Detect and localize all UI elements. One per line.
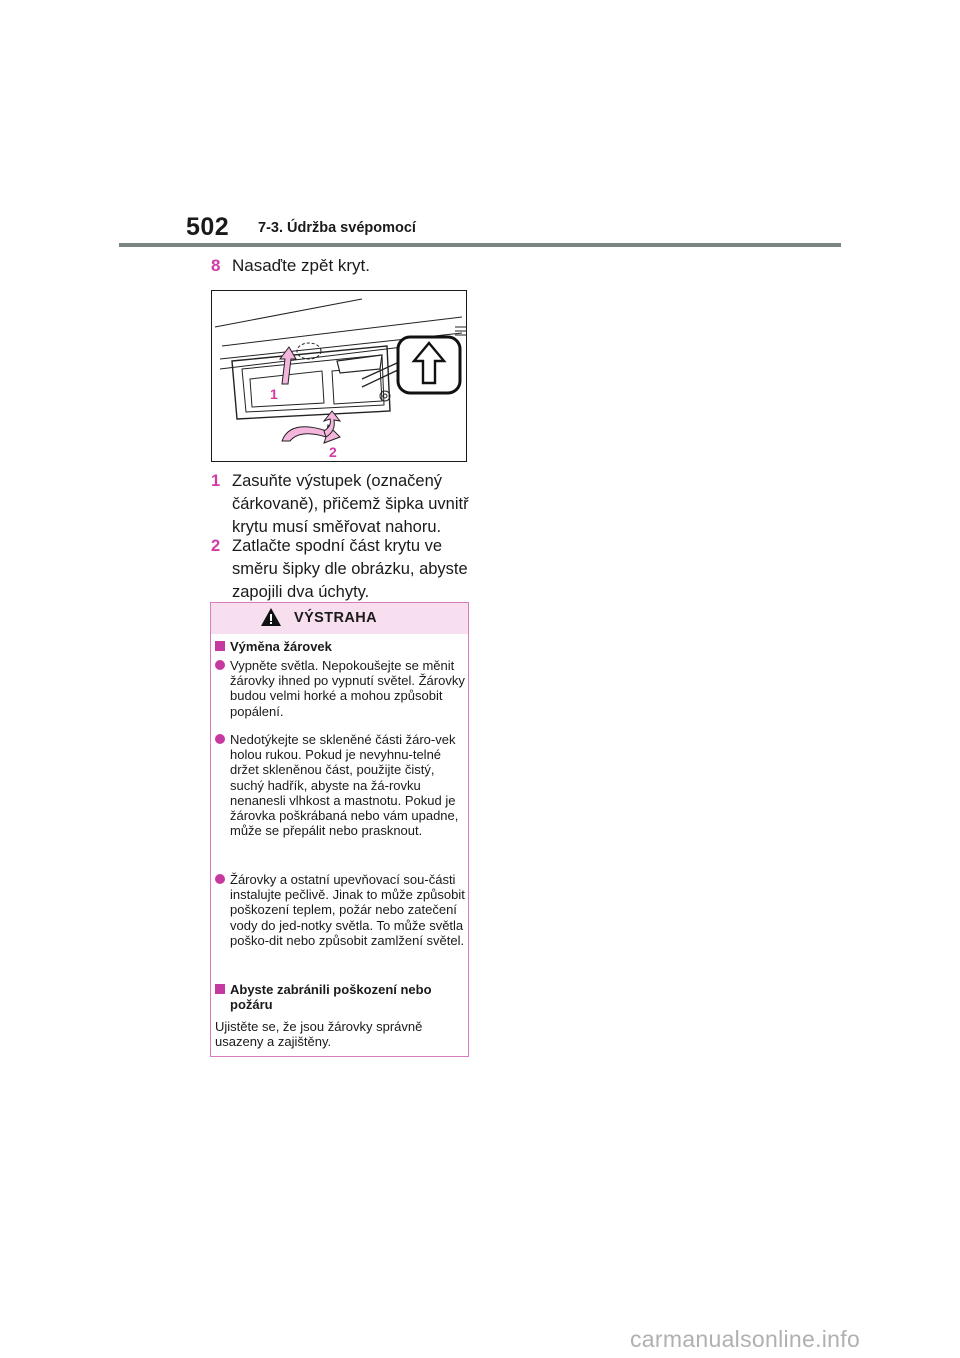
square-bullet-icon bbox=[215, 641, 225, 651]
step-text: Nasaďte zpět kryt. bbox=[232, 256, 371, 275]
bullet-text: Žárovky a ostatní upevňovací sou-části instalujte pečlivě. Jinak to může způsobit poškození teplem, požár nebo zatečení vody do jed-notky světla. To může světla poško-dit nebo způsobit zamlžení světel. bbox=[230, 872, 465, 948]
square-bullet-icon bbox=[215, 984, 225, 994]
callout-1: 1 bbox=[270, 386, 278, 402]
warning-paragraph: Ujistěte se, že jsou žárovky správně usazeny a zajištěny. bbox=[215, 1019, 423, 1050]
bullet-dot-icon bbox=[215, 660, 225, 670]
substep-number: 2 bbox=[211, 537, 221, 555]
warning-header bbox=[211, 603, 468, 634]
bullet-text: Nedotýkejte se skleněné části žáro-vek holou rukou. Pokud je nevyhnu-telné držet skleněnou část, použijte čistý, suchý hadřík, abyste na žá-rovku nenanesli vlhkost a mastnotu. Pokud je žárovka poškrábaná nebo vám upadne, může se přepálit nebo prasknout. bbox=[230, 732, 459, 839]
header-divider bbox=[119, 243, 841, 247]
step-number: 8 bbox=[211, 256, 221, 275]
substep-number: 1 bbox=[211, 472, 221, 490]
page-number: 502 bbox=[186, 213, 230, 241]
substep-text: Zatlačte spodní část krytu ve směru šipky dle obrázku, abyste zapojili dva úchyty. bbox=[232, 537, 468, 601]
illustration-cover-installation bbox=[211, 290, 467, 462]
substep-text: Zasuňte výstupek (označený čárkovaně), přičemž šipka uvnitř krytu musí směřovat nahoru. bbox=[232, 472, 469, 536]
warning-box bbox=[210, 602, 469, 1057]
section-title: 7-3. Údržba svépomocí bbox=[258, 220, 416, 236]
bullet-dot-icon bbox=[215, 734, 225, 744]
warning-title: VÝSTRAHA bbox=[294, 610, 377, 626]
cover-illustration bbox=[212, 291, 467, 462]
watermark: carmanualsonline.info bbox=[630, 1326, 861, 1352]
section-heading: Abyste zabránili poškození nebo požáru bbox=[230, 982, 432, 1012]
bullet-text: Vypněte světla. Nepokoušejte se měnit žárovky ihned po vypnutí světel. Žárovky budou velmi horké a mohou způsobit popálení. bbox=[230, 658, 465, 719]
callout-2: 2 bbox=[329, 444, 337, 460]
warning-triangle-icon bbox=[260, 607, 282, 627]
bullet-dot-icon bbox=[215, 874, 225, 884]
section-heading: Výměna žárovek bbox=[230, 639, 332, 654]
